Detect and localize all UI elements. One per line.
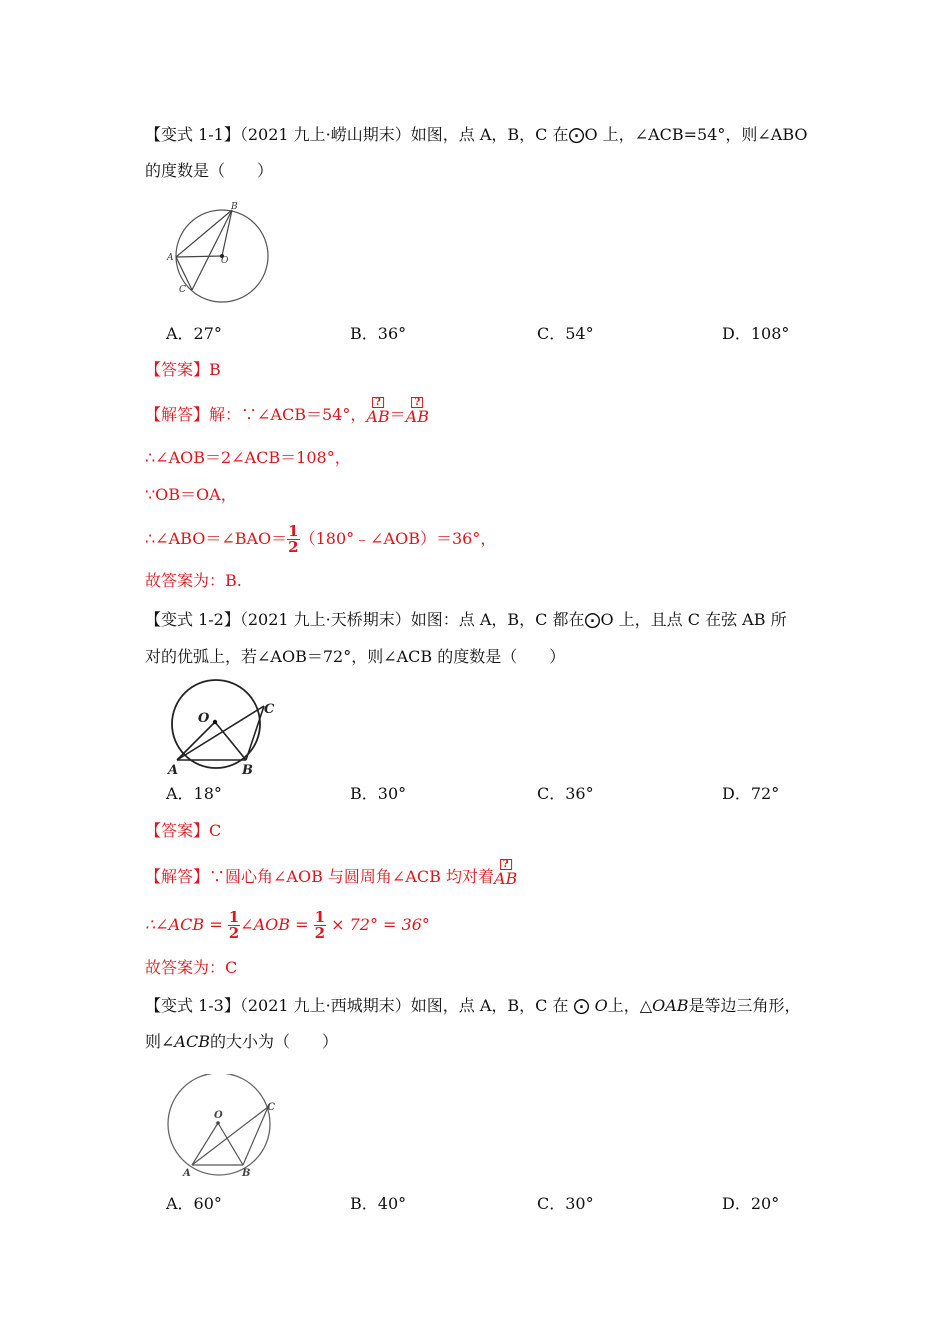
q2-solution-line2: ∴∠ACB = $\frac{1}{2}$ ∠AOB = $\frac{1}{2}$ × 72° = 36° (145, 908, 430, 942)
q3-stem-line2: 则∠ACB的大小为（ ） (145, 1032, 338, 1051)
q1-label-o: O (221, 256, 229, 266)
q2-option-c: C．36° (537, 784, 594, 803)
q1-stem-line1: 【变式 1-1】（2021 九上·崂山期末）如图，点 A，B，C 在⨀O 上，∠ACB=54°，则∠ABO (145, 125, 808, 144)
q3-stem-line1: 【变式 1-3】（2021 九上·西城期末）如图，点 A，B，C 在 ⨀ O上，△OAB是等边三角形， (145, 996, 801, 1015)
q1-option-d: D．108° (722, 324, 790, 343)
q2-figure (160, 676, 290, 778)
q3-option-c: C．30° (537, 1194, 594, 1213)
q1-solution-line3: ∵OB＝OA， (145, 485, 237, 504)
q3-figure (160, 1074, 285, 1180)
q2-answer: 【答案】C (145, 821, 222, 840)
q1-option-c: C．54° (537, 324, 594, 343)
q2-stem-line2: 对的优弧上，若∠AOB＝72°，则∠ACB 的度数是（ ） (145, 647, 566, 666)
q1-answer: 【答案】B (145, 360, 221, 379)
q3-option-a: A．60° (166, 1194, 222, 1213)
q2-label-a: A (168, 763, 179, 778)
q2-label-b: B (242, 763, 253, 778)
q3-label-b: B (242, 1168, 251, 1179)
q2-label-o: O (198, 711, 210, 726)
q3-label-c: C (267, 1102, 275, 1113)
q1-label-b: B (231, 202, 238, 212)
arc-ab-3: ? AB (493, 859, 518, 888)
q1-final: 故答案为：B. (145, 571, 242, 590)
q3-label-o: O (214, 1110, 223, 1121)
q2-label-c: C (264, 702, 275, 717)
fraction-half: $\frac{1}{2}$ (288, 522, 299, 556)
q1-option-b: B．36° (350, 324, 407, 343)
q1-solution-line1: 【解答】解：∵∠ACB＝54°， ? AB＝ ? AB (145, 397, 429, 426)
arc-ab-1: ? AB (366, 397, 390, 426)
q1-label-a: A (167, 253, 174, 263)
arc-ab-2: ? AB (405, 397, 429, 426)
q3-option-d: D．20° (722, 1194, 780, 1213)
q1-stem-line2: 的度数是（ ） (145, 161, 274, 180)
q1-figure (160, 198, 280, 310)
q2-final: 故答案为：C (145, 958, 238, 977)
q2-option-a: A．18° (166, 784, 222, 803)
q2-option-b: B．30° (350, 784, 407, 803)
q2-solution-line1: 【解答】∵圆心角∠AOB 与圆周角∠ACB 均对着 ? AB (145, 859, 518, 888)
q2-stem-line1: 【变式 1-2】（2021 九上·天桥期末）如图：点 A，B，C 都在⨀O 上，且点 C 在弦 AB 所 (145, 610, 787, 629)
q1-option-a: A．27° (166, 324, 222, 343)
q3-option-b: B．40° (350, 1194, 407, 1213)
q1-solution-line2: ∴∠AOB＝2∠ACB＝108°， (145, 448, 351, 467)
q2-option-d: D．72° (722, 784, 780, 803)
q3-label-a: A (183, 1168, 191, 1179)
fraction-half-3: $\frac{1}{2}$ (314, 908, 326, 942)
q1-label-c: C (179, 285, 186, 295)
q1-solution-line4: ∴∠ABO＝∠BAO＝ $\frac{1}{2}$ （180°﹣∠AOB）＝36°， (145, 522, 497, 556)
fraction-half-2: $\frac{1}{2}$ (228, 908, 240, 942)
